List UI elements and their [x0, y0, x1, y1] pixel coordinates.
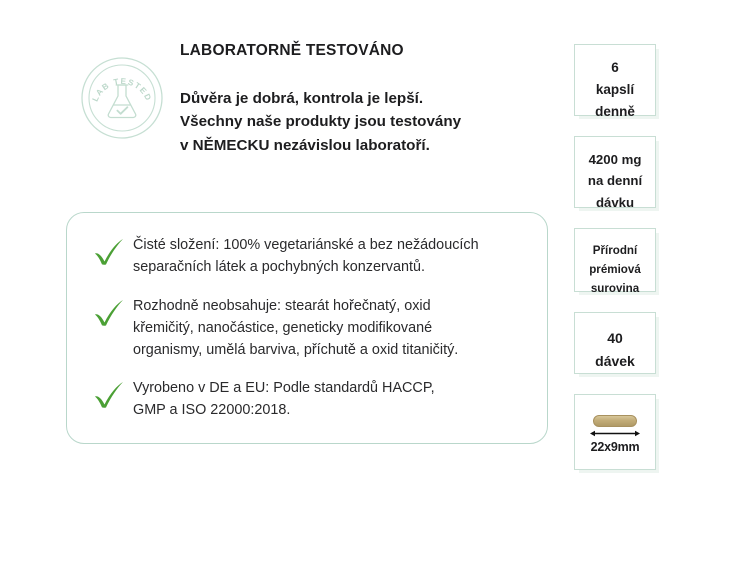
- subtitle-line-1: Důvěra je dobrá, kontrola je lepší.: [180, 89, 424, 107]
- features-list: [85, 235, 521, 422]
- check-icon: [85, 235, 133, 267]
- badge-arch-label: LAB TESTED: [90, 76, 154, 103]
- page-title: LABORATORNĚ TESTOVÁNO: [180, 42, 404, 59]
- daily-dose-box: [574, 136, 656, 208]
- badge-check-icon: [117, 107, 127, 114]
- lab-tested-subtitle: [180, 87, 552, 158]
- fact-line: dávek: [595, 352, 635, 369]
- lab-tested-section: [72, 42, 552, 157]
- list-item-line: Čisté složení: 100% vegetariánské a bez nežádoucích: [133, 237, 479, 253]
- list-item-text: [133, 235, 521, 279]
- fact-line: 4200 mg: [588, 152, 642, 167]
- list-item-text: [133, 296, 521, 362]
- fact-line: 6: [611, 60, 619, 75]
- list-item-line: organismy, umělá barviva, příchutě a oxid titaničitý.: [133, 341, 459, 358]
- lab-tested-text: [172, 42, 552, 157]
- subtitle-line-2: Všechny naše produkty jsou testovány: [180, 113, 462, 131]
- fact-line: 40: [607, 330, 623, 346]
- fact-line: kapslí: [595, 81, 635, 97]
- subtitle-line-3: v NĚMECKU nezávislou laboratoří.: [180, 136, 430, 154]
- fact-line: surovina: [590, 282, 640, 296]
- list-item: [85, 235, 521, 279]
- fact-line: prémiová: [589, 263, 641, 277]
- list-item: [85, 296, 521, 362]
- fact-line: na denní: [587, 173, 643, 189]
- list-item: [85, 378, 521, 422]
- raw-material-box: [574, 228, 656, 296]
- list-item-line: Vyrobeno v DE a EU: Podle standardů HACCP,: [133, 380, 435, 397]
- check-icon: [85, 378, 133, 410]
- lab-tested-badge: [72, 42, 172, 140]
- list-item-line: separačních látek a pochybných konzervantů.: [133, 258, 425, 275]
- list-item-line: Rozhodně neobsahuje: stearát hořečnatý, oxid: [133, 297, 431, 314]
- capsules-per-day-box: [574, 44, 656, 119]
- fact-line: dávku: [595, 194, 635, 210]
- capsule-size-label: 22x9mm: [590, 439, 640, 454]
- product-facts-column: [574, 44, 666, 490]
- servings-box: [574, 312, 656, 374]
- flask-with-checkmark-icon: [80, 56, 164, 140]
- capsule-size-box: [574, 394, 656, 470]
- double-arrow-icon: [589, 429, 641, 438]
- check-icon: [85, 296, 133, 328]
- list-item-line: křemičitý, nanočástice, geneticky modifikované: [133, 319, 433, 336]
- fact-line: Přírodní: [592, 244, 638, 257]
- features-card: [66, 212, 548, 444]
- list-item-line: GMP a ISO 22000:2018.: [133, 402, 291, 419]
- list-item-text: [133, 378, 521, 422]
- fact-line: denně: [595, 103, 635, 119]
- capsule-icon: [593, 415, 637, 427]
